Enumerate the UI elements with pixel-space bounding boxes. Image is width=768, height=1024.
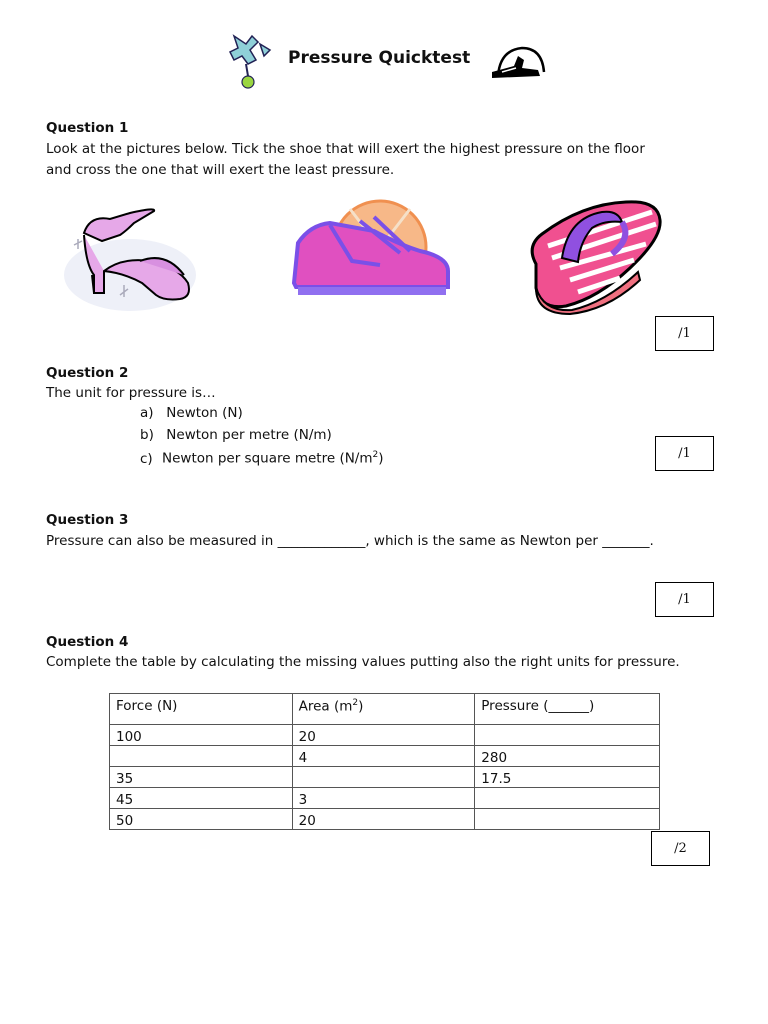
cell-pressure[interactable]: 280	[475, 746, 660, 767]
sneaker-image	[290, 195, 452, 305]
cell-pressure[interactable]	[475, 788, 660, 809]
cell-force[interactable]: 50	[110, 809, 293, 830]
q2-option-c	[140, 450, 384, 467]
q2-option-b	[140, 427, 332, 443]
q2-score-box[interactable]: /1	[655, 436, 714, 471]
high-heel-shoe-image	[60, 205, 200, 315]
table-header-row	[110, 694, 660, 725]
header-area	[292, 694, 475, 725]
table-row	[110, 746, 660, 767]
shoe-logo-icon	[488, 42, 548, 82]
q1-text-line1: Look at the pictures below. Tick the shoe that will exert the highest pressure on the floor	[46, 141, 645, 157]
flip-flop-image	[522, 198, 664, 316]
q3-text: Pressure can also be measured in _____________, which is the same as Newton per _______.	[46, 533, 654, 549]
cell-force[interactable]: 45	[110, 788, 293, 809]
q2-option-c-after: )	[378, 450, 384, 467]
q2-option-a	[140, 405, 243, 421]
cell-pressure[interactable]: 17.5	[475, 767, 660, 788]
table-row	[110, 725, 660, 746]
header-pressure: Pressure (______)	[475, 694, 660, 725]
q2-option-a-label: a)	[140, 405, 154, 421]
q1-score-box[interactable]: /1	[655, 316, 714, 351]
header-force: Force (N)	[110, 694, 293, 725]
table-row	[110, 767, 660, 788]
q2-option-c-sup: 2	[372, 450, 379, 460]
cell-area[interactable]: 20	[292, 725, 475, 746]
cell-force[interactable]: 35	[110, 767, 293, 788]
q3-heading: Question 3	[46, 512, 129, 528]
cell-area[interactable]: 20	[292, 809, 475, 830]
q1-text-line2: and cross the one that will exert the least pressure.	[46, 162, 395, 178]
q4-score-box[interactable]: /2	[651, 831, 710, 866]
q2-heading: Question 2	[46, 365, 129, 381]
title-row	[222, 28, 552, 90]
header-area-sup: 2	[352, 698, 359, 708]
q2-option-b-label: b)	[140, 427, 154, 443]
table-row	[110, 809, 660, 830]
q2-option-c-text: Newton per square metre (N/m	[162, 450, 373, 467]
table-row	[110, 788, 660, 809]
q4-heading: Question 4	[46, 634, 129, 650]
cell-area[interactable]: 3	[292, 788, 475, 809]
q4-text: Complete the table by calculating the missing values putting also the right units for pressure.	[46, 654, 680, 670]
cell-force[interactable]: 100	[110, 725, 293, 746]
q2-option-b-text: Newton per metre (N/m)	[166, 427, 332, 443]
q3-score-box[interactable]: /1	[655, 582, 714, 617]
cell-area[interactable]	[292, 767, 475, 788]
pressure-table	[109, 693, 660, 830]
page-title: Pressure Quicktest	[288, 48, 471, 68]
header-area-text: Area (m	[298, 698, 353, 715]
q2-option-a-text: Newton (N)	[166, 405, 243, 421]
cell-pressure[interactable]	[475, 809, 660, 830]
cell-area[interactable]: 4	[292, 746, 475, 767]
q2-text: The unit for pressure is…	[46, 385, 216, 401]
cell-pressure[interactable]	[475, 725, 660, 746]
q2-option-c-label: c)	[140, 450, 153, 467]
q1-heading: Question 1	[46, 120, 129, 136]
athlete-clipart-icon	[224, 30, 280, 90]
header-area-after: )	[358, 698, 364, 715]
cell-force[interactable]	[110, 746, 293, 767]
